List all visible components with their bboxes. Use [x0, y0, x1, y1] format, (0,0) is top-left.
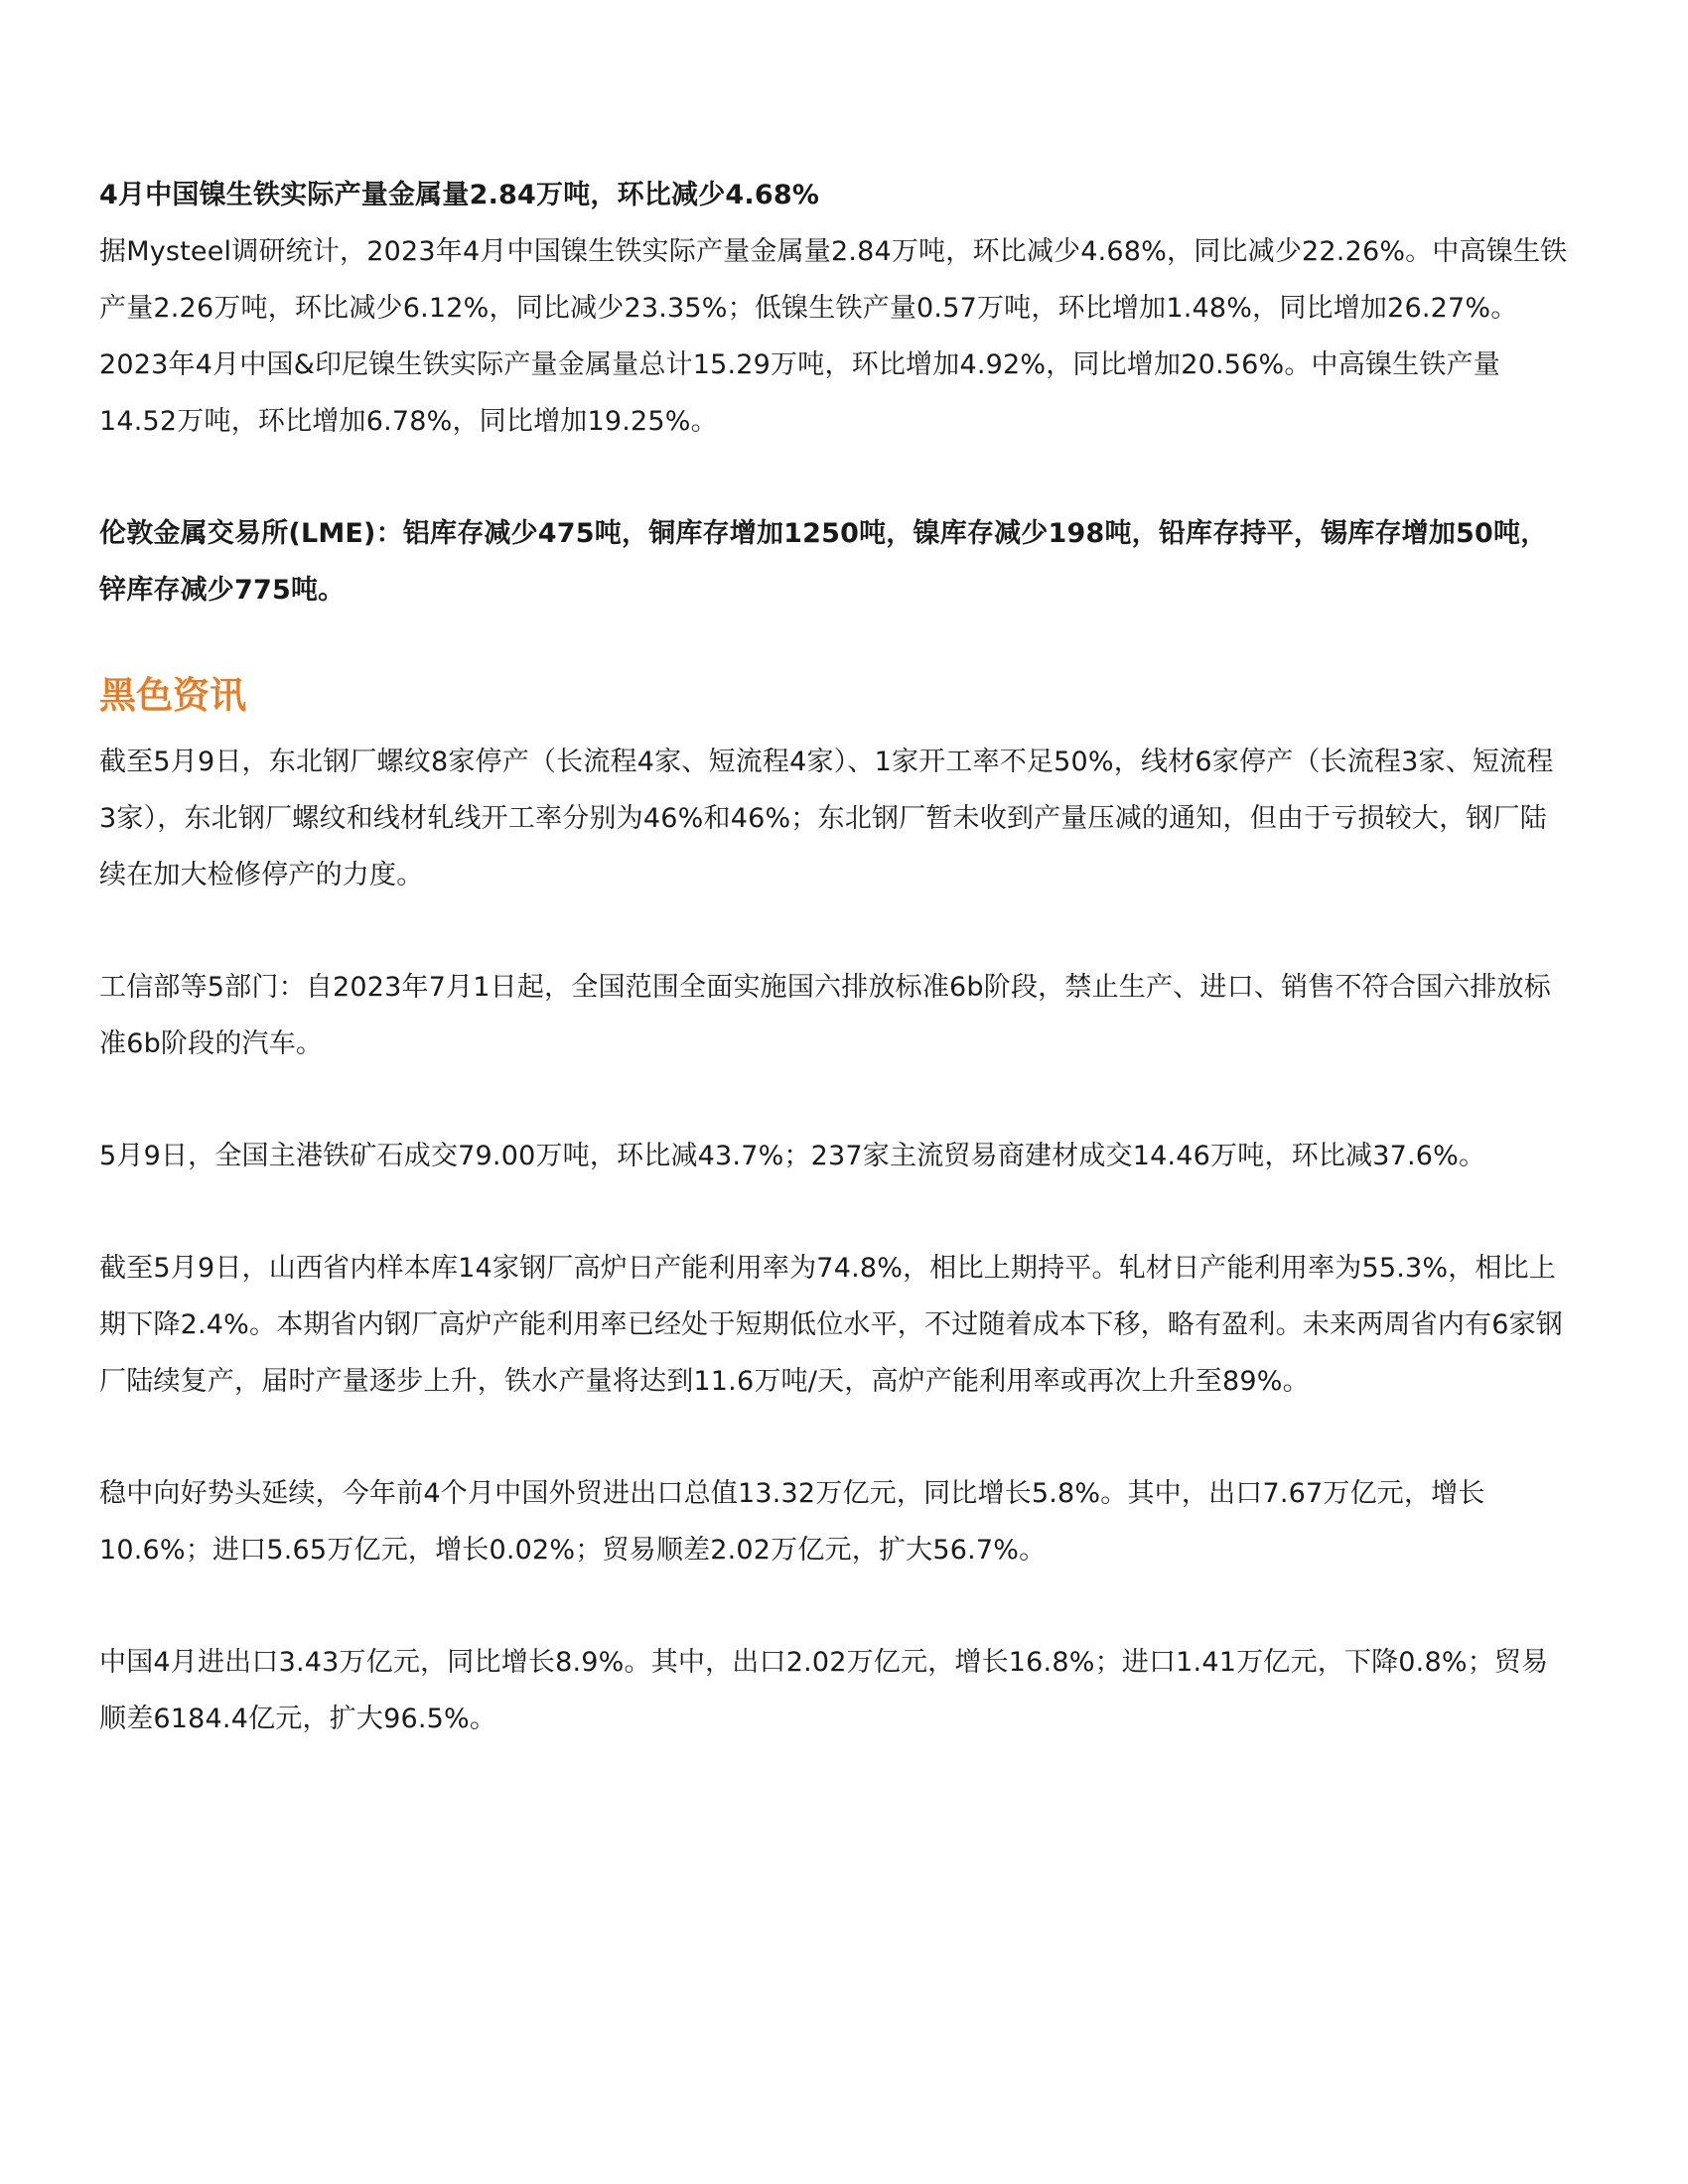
news-item: 截至5月9日，东北钢厂螺纹8家停产（长流程4家、短流程4家）、1家开工率不足50%，线材6家停产（长流程3家、短流程3家），东北钢厂螺纹和线材轧线开工率分别为46%和46%；东北钢厂暂未收到产量压减的通知，但由于亏损较大，钢厂陆续在加大检修停产的力度。 — [99, 747, 1554, 890]
news-item: 5月9日，全国主港铁矿石成交79.00万吨，环比减43.7%；237家主流贸易商建材成交14.46万吨，环比减37.6%。 — [99, 1141, 1486, 1171]
document-page — [99, 167, 1569, 1747]
spacer — [99, 618, 1569, 666]
lme-inventory-paragraph: 伦敦金属交易所(LME)：铝库存减少475吨，铜库存增加1250吨，镍库存减少198吨，铅库存持平，锡库存增加50吨，锌库存减少775吨。 — [99, 518, 1548, 606]
spacer — [99, 726, 1569, 734]
spacer — [99, 1578, 1569, 1634]
spacer — [99, 903, 1569, 959]
news-item: 稳中向好势头延续，今年前4个月中国外贸进出口总值13.32万亿元，同比增长5.8%。其中，出口7.67万亿元，增长10.6%；进口5.65万亿元，增长0.02%；贸易顺差2.02万亿元，扩大56.7%。 — [99, 1478, 1485, 1566]
nickel-paragraph: 据Mysteel调研统计，2023年4月中国镍生铁实际产量金属量2.84万吨，环比减少4.68%，同比减少22.26%。中高镍生铁产量2.26万吨，环比减少6.12%，同比减少23.35%；低镍生铁产量0.57万吨，环比增加1.48%，同比增加26.27%。2023年4月中国&印尼镍生铁实际产量金属量总计15.29万吨，环比增加4.92%，同比增加20.56%。中高镍生铁产量14.52万吨，环比增加6.78%，同比增加19.25%。 — [99, 236, 1568, 437]
spacer — [99, 1184, 1569, 1240]
news-item: 工信部等5部门：自2023年7月1日起，全国范围全面实施国六排放标准6b阶段，禁止生产、进口、销售不符合国六排放标准6b阶段的汽车。 — [99, 972, 1551, 1059]
spacer — [99, 1410, 1569, 1465]
section-title-black-news: 黑色资讯 — [99, 674, 246, 717]
spacer — [99, 450, 1569, 505]
spacer — [99, 1072, 1569, 1128]
news-item: 中国4月进出口3.43万亿元，同比增长8.9%。其中，出口2.02万亿元，增长16.8%；进口1.41万亿元，下降0.8%；贸易顺差6184.4亿元，扩大96.5%。 — [99, 1647, 1549, 1734]
news-item: 截至5月9日，山西省内样本库14家钢厂高炉日产能利用率为74.8%，相比上期持平。轧材日产能利用率为55.3%，相比上期下降2.4%。本期省内钢厂高炉产能利用率已经处于短期低位水平，不过随着成本下移，略有盈利。未来两周省内有6家钢厂陆续复产，届时产量逐步上升，铁水产量将达到11.6万吨/天，高炉产能利用率或再次上升至89%。 — [99, 1253, 1563, 1397]
nickel-headline: 4月中国镍生铁实际产量金属量2.84万吨，环比减少4.68% — [99, 180, 820, 210]
